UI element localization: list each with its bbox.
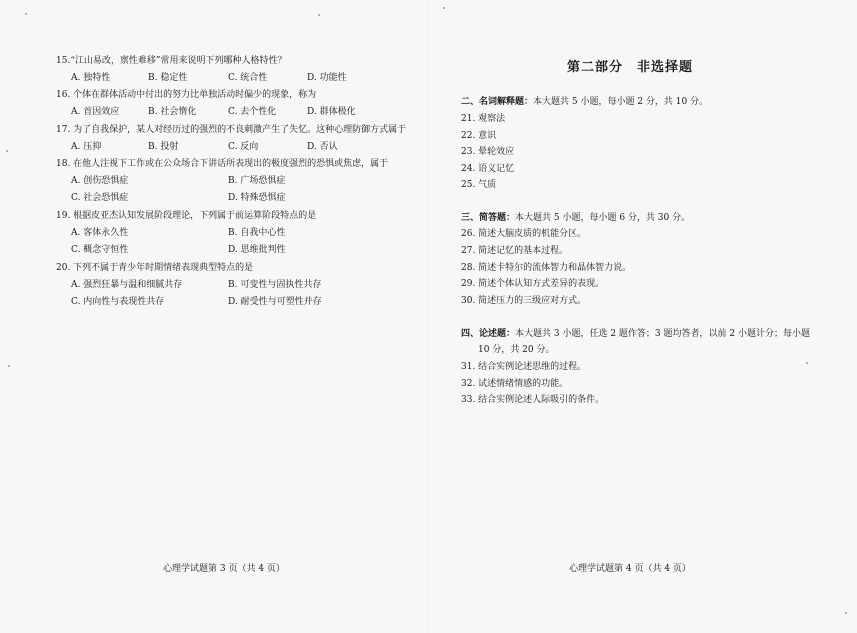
option-17-d: D. 否认 [307, 142, 338, 152]
option-15-b: B. 稳定性 [148, 73, 188, 83]
question-18: 18. 在他人注视下工作或在公众场合下讲话所表现出的极度强烈的恐惧或焦虑，属于 [56, 159, 389, 169]
option-16-a: A. 首因效应 [71, 107, 120, 117]
question-17: 17. 为了自我保护，某人对经历过的强烈的不良刺激产生了失忆。这种心理防御方式属于 [56, 125, 407, 135]
part-title: 第二部分 非选择题 [567, 60, 694, 75]
option-20-a: A. 强烈狂暴与温和细腻共存 [71, 280, 183, 290]
option-17-c: C. 反向 [228, 142, 259, 152]
item-24: 24. 语义记忆 [461, 164, 515, 174]
item-30: 30. 简述压力的三级应对方式。 [461, 296, 587, 306]
item-29: 29. 简述个体认知方式差异的表现。 [461, 279, 605, 289]
option-19-c: C. 概念守恒性 [71, 245, 129, 255]
page-footer-3: 心理学试题第 3 页（共 4 页） [163, 564, 285, 574]
option-20-d: D. 耐受性与可塑性并存 [228, 297, 322, 307]
option-20-c: C. 内向性与表现性共存 [71, 297, 165, 307]
question-16: 16. 个体在群体活动中付出的努力比单独活动时偏少的现象，称为 [56, 90, 317, 100]
option-19-b: B. 自我中心性 [228, 228, 286, 238]
item-31: 31. 结合实例论述思维的过程。 [461, 362, 587, 372]
section-4-heading [461, 328, 810, 340]
item-23: 23. 晕轮效应 [461, 147, 515, 157]
option-15-a: A. 独特性 [71, 73, 111, 83]
option-18-b: B. 广场恐惧症 [228, 176, 286, 186]
page-footer-4: 心理学试题第 4 页（共 4 页） [569, 564, 691, 574]
item-33: 33. 结合实例论述人际吸引的条件。 [461, 395, 605, 405]
item-28: 28. 简述卡特尔的流体智力和晶体智力说。 [461, 263, 632, 273]
option-16-d: D. 群体极化 [307, 107, 356, 117]
scan-speck [443, 7, 445, 9]
question-19: 19. 根据皮亚杰认知发展阶段理论，下列属于前运算阶段特点的是 [56, 211, 317, 221]
section-3-label: 三、简答题： [461, 213, 516, 223]
scan-speck [6, 150, 8, 152]
option-16-b: B. 社会惰化 [148, 107, 197, 117]
page-3 [0, 0, 428, 633]
section-2-desc: 本大题共 5 小题，每小题 2 分，共 10 分。 [533, 97, 709, 107]
item-22: 22. 意识 [461, 131, 497, 141]
item-32: 32. 试述情绪情感的功能。 [461, 379, 569, 389]
option-17-b: B. 投射 [148, 142, 179, 152]
option-16-c: C. 去个性化 [228, 107, 277, 117]
option-18-d: D. 特殊恐惧症 [228, 193, 286, 203]
item-26: 26. 简述大脑皮质的机能分区。 [461, 229, 587, 239]
scan-speck [8, 365, 10, 367]
option-15-c: C. 统合性 [228, 73, 268, 83]
option-20-b: B. 可变性与固执性共存 [228, 280, 322, 290]
section-3-heading [461, 212, 690, 224]
option-18-a: A. 创伤恐惧症 [71, 176, 129, 186]
option-15-d: D. 功能性 [307, 73, 347, 83]
section-3-desc: 本大题共 5 小题，每小题 6 分，共 30 分。 [515, 213, 691, 223]
section-2-label: 二、名词解释题： [461, 97, 534, 107]
option-17-a: A. 压抑 [71, 142, 102, 152]
question-15: 15.“江山易改，禀性难移”常用来说明下列哪种人格特性？ [56, 56, 287, 66]
scan-speck [806, 362, 808, 364]
question-20: 20. 下列不属于青少年时期情绪表现典型特点的是 [56, 263, 254, 273]
scan-speck [25, 13, 27, 15]
item-25: 25. 气质 [461, 180, 497, 190]
section-4-label: 四、论述题： [461, 329, 516, 339]
section-2-heading [461, 96, 708, 108]
option-19-a: A. 客体永久性 [71, 228, 129, 238]
item-21: 21. 观察法 [461, 114, 506, 124]
option-18-c: C. 社会恐惧症 [71, 193, 129, 203]
page-4 [429, 0, 857, 633]
option-19-d: D. 思维批判性 [228, 245, 286, 255]
section-4-desc: 本大题共 3 小题，任选 2 题作答；3 题均答者，以前 2 小题计分；每小题 [515, 329, 810, 339]
scan-speck [318, 14, 320, 16]
item-27: 27. 简述记忆的基本过程。 [461, 246, 569, 256]
section-4-heading-cont: 10 分，共 20 分。 [478, 345, 555, 355]
scan-speck [845, 612, 847, 614]
